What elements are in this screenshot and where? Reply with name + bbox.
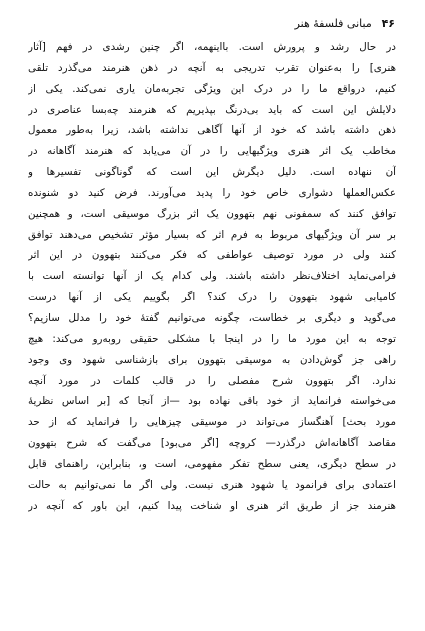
running-head [295, 17, 395, 31]
text-line: دلایلش این است که باید بی‌درنگ بپذیریم که هنرمند چه‌بسا عناصری در [28, 103, 396, 116]
text-line: بر سر آن ویژگیهای مربوط به فرم اثر که بسیار مؤثر تشخیص می‌دهند توافق [28, 228, 396, 241]
text-line: توجه به این مورد ما را در اینجا با مشکلی حقیقی روبه‌رو می‌کند: هیچ [28, 332, 396, 345]
book-title: مبانی فلسفهٔ هنر [294, 17, 372, 30]
text-line: ندارد. اگر بتهوون شرح مفصلی را در قالب کلمات در مورد آنچه [28, 374, 396, 387]
text-line: آن ننهاده است. دلیل دیگرش این است که گوناگونی تفسیرها و [28, 166, 396, 179]
text-line: هنری] را به‌عنوان تقرب تدریجی به آنچه در ذهن هنرمند می‌گذرد تلقی [28, 61, 396, 74]
text-line: کنیم، درواقع ما را در درک این ویژگی تجربه‌مان یاری نمی‌کند. یکی از [28, 82, 396, 95]
text-line: ذهن داشته باشد که خود از آنها آگاهی نداشته باشد، زیرا به‌طور معمول [28, 124, 396, 137]
text-line: اعتمادی برای فرانمود یا شهود هنری نیست. ولی اگر ما نمی‌توانیم به حالت [28, 478, 396, 491]
text-line: مقاصد آگاهانه‌اش درگذرد— کروچه [اگر می‌بود] می‌گفت که شرح بتهوون [28, 437, 396, 450]
text-line: در حال رشد و پرورش است. بااینهمه، اگر چنین رشدی در فهم [آثار [28, 41, 396, 53]
text-line: در سطح دیگری، یعنی سطح تفکر مفهومی، است و، بنابراین، راهنمای قابل [28, 457, 396, 470]
text-line: مورد بحث] آهنگساز می‌تواند در موسیقی چیزهایی را فرانماید که از حد [28, 416, 396, 429]
text-line: کنند ولی در مورد توصیف عواطفی که فکر می‌کنند بتهوون در این اثر [28, 249, 396, 262]
text-line: می‌گوید و دیگری بر خطاست، چگونه می‌توانیم گفتهٔ خود را مدلل سازیم؟ [28, 311, 396, 324]
text-line: می‌خواسته فرانماید از خود باقی نهاده بود —از آنجا که [بر اساس نظریهٔ [28, 395, 396, 408]
text-line: توافق کنند که سمفونی نهم بتهوون یک اثر بزرگ موسیقی است، و همچنین [28, 207, 396, 220]
text-line: هنرمند جز از طریق اثر هنری او شناخت پیدا کنیم، این باور که آنچه در [28, 499, 396, 512]
page-number: ۴۶ [381, 17, 395, 30]
body-text [28, 37, 396, 516]
text-line: عکس‌العملها دشواری خاص خود را پدید می‌آورند. فرض کنید دو شنونده [28, 186, 396, 199]
text-line: راهی جز گوش‌دادن به موسیقی بتهوون برای بازشناسی شهود وی وجود [28, 353, 396, 366]
text-line: مخاطب یک اثر هنری ویژگیهایی را در آن می‌یابد که هنرمند آگاهانه در [28, 145, 396, 158]
text-line: فرامی‌نماید اختلاف‌نظر داشته باشند. ولی کدام یک از آنها توانسته است با [28, 270, 396, 283]
text-line: کامیابی شهود بتهوون را درک کند؟ اگر بگوییم یکی از آنها درست [28, 291, 396, 304]
